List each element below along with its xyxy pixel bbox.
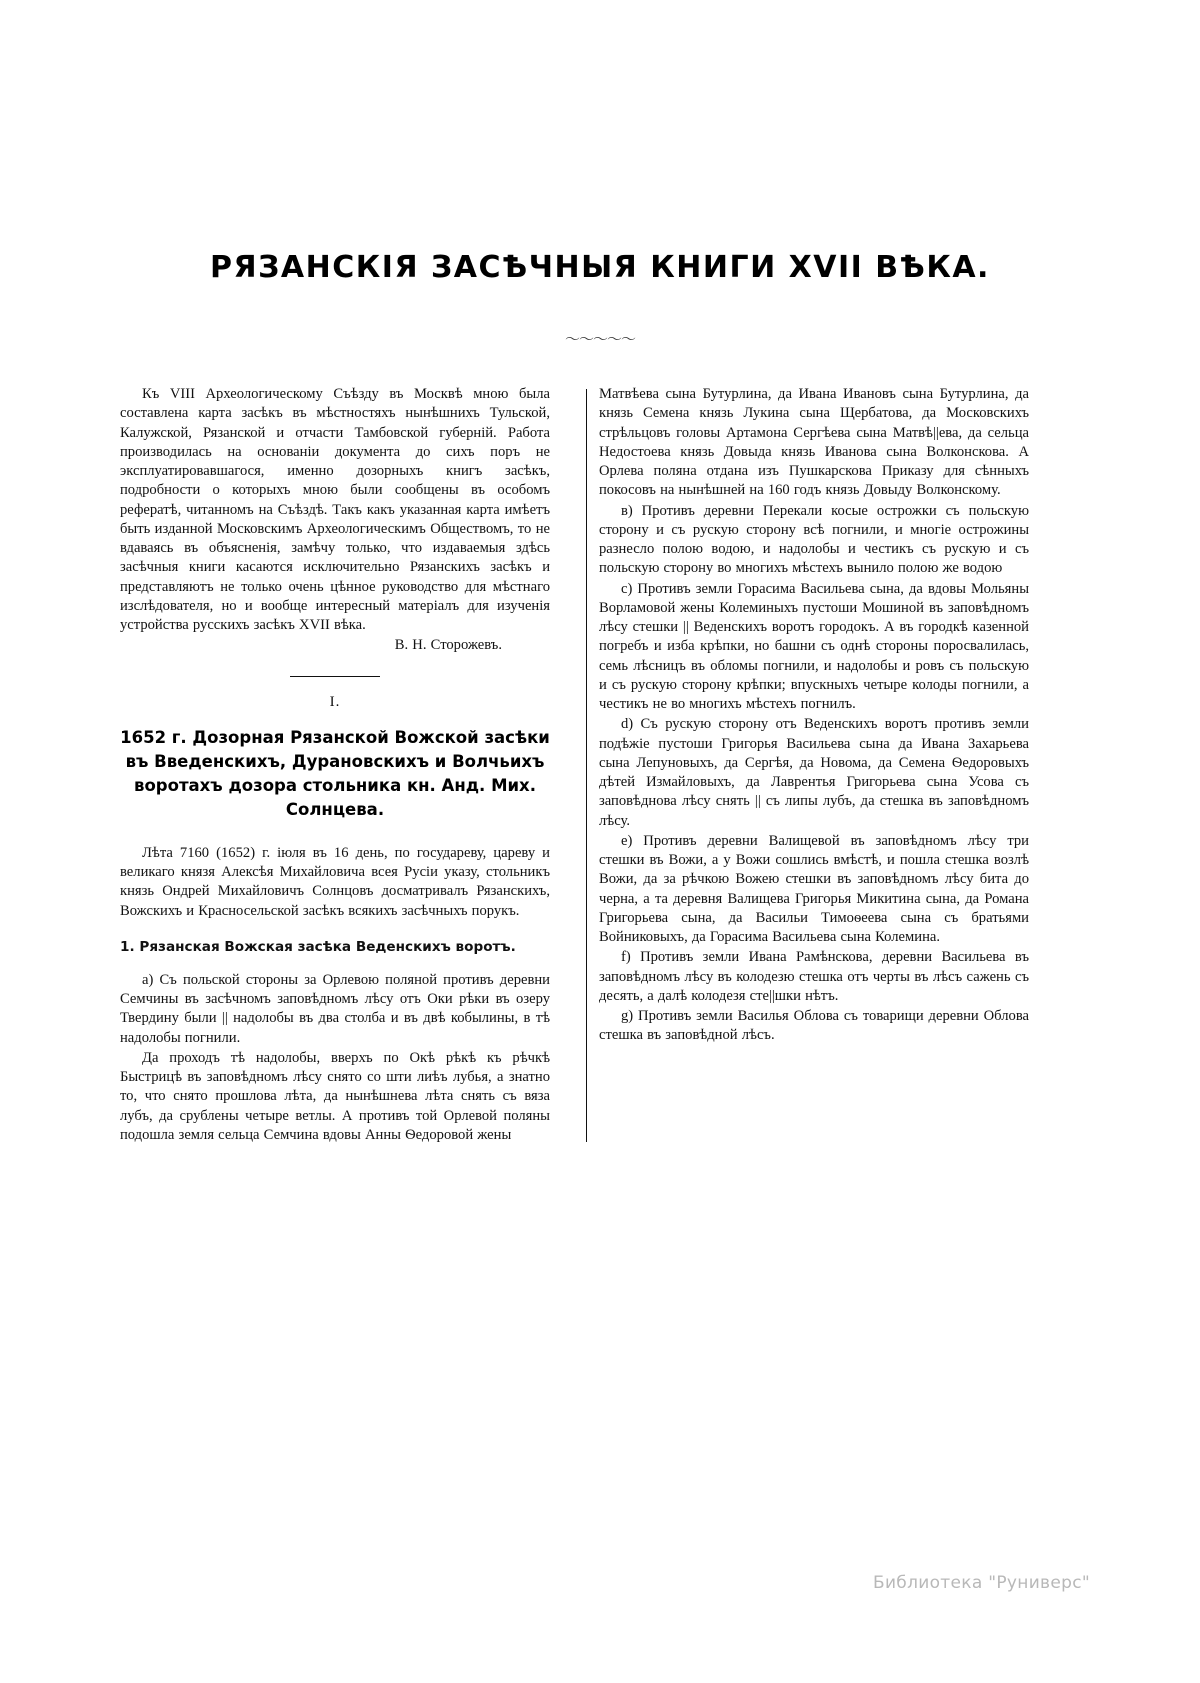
section-rule bbox=[290, 676, 380, 677]
right-item-a-cont: Матвѣева сына Бутурлина, да Ивана Ивановъ сына Бутурлина, да князь Семена князь Лукина сына Щербатова, да Московскихъ стрѣльцовъ головы Артамона Сергѣева сына Матвѣ||ева, да сельца Недостоева князь Довыда князь Иванова сына Волконскова. А Орлева поляна отдана изъ Пушкарскова Приказу для сѣнныхъ покосовъ на нынѣшней на 160 годъ князь Довыду Волконскому. bbox=[599, 386, 1029, 499]
section-heading: 1652 г. Дозорная Рязанской Вожской засѣки въ Введенскихъ, Дурановскихъ и Волчьихъ воротахъ дозора стольника кн. Анд. Мих. Солнцева. bbox=[120, 728, 550, 820]
left-item-a-cont: Да проходъ тѣ надолобы, вверхъ по Окѣ рѣкѣ къ рѣчкѣ Быстрицѣ въ заповѣдномъ лѣсу снято со шти лиѣъ лубья, а знатно то, что снято прошлова лѣта, да нынѣшнева лѣта снять съ вяза лубъ, да срублены четыре ветлы. А противъ той Орлевой поляны подошла земля сельца Семчина вдовы Анны Ѳедоровой жены bbox=[120, 1049, 550, 1143]
left-column bbox=[120, 385, 574, 1146]
column-divider bbox=[586, 389, 587, 1142]
left-item-a: а) Съ польской стороны за Орлевою поляной противъ деревни Семчины въ засѣчномъ заповѣдномъ лѣсу отъ Оки рѣки въ озеру Твердину были || надолобы въ два столба и въ двѣ кобылины, в тѣ надолобы погнили. bbox=[120, 971, 550, 1046]
author-signature: В. Н. Сторожевъ. bbox=[394, 637, 502, 654]
right-item-d: d) Съ рускую сторону отъ Веденскихъ воротъ противъ земли подѣжіе пустоши Григорья Васильева сына да Ивана Захарьева сына Лепуновыхъ, да Сергѣя, да Новома, да Семена Ѳедоровыхъ дѣтей Измайловыхъ, да Лаврентья Григорьева сына Усова съ заповѣднова лѣсу снять || съ липы лубъ, да стешка въ заповѣдномъ лѣсу. bbox=[599, 716, 1029, 829]
right-item-e: е) Противъ деревни Валищевой въ заповѣдномъ лѣсу три стешки въ Вожи, а у Вожи сошлись вмѣстѣ, и пошла стешка возлѣ Вожи, да за рѣчкою Вожею стешки въ заповѣдномъ лѣсу бита до черна, а та деревня Валищева Григорья Микитина сына, да Романа Григорьева сына, да Васильи Тимоѳеева сына съ братьями Войниковыхъ, да Горасима Васильева сына Колемина. bbox=[599, 832, 1029, 945]
section-number: I. bbox=[329, 693, 341, 710]
intro-paragraph: Къ VIII Археологическому Съѣзду въ Москвѣ мною была составлена карта засѣкъ въ мѣстностяхъ нынѣшнихъ Тульской, Калужской, Рязанской и отчасти Тамбовской губерній. Работа производилась на основаніи документа до сихъ поръ не эксплуатировавшагося, именно дозорныхъ книгъ засѣкъ, подробности о которыхъ мною были сообщены въ особомъ рефератѣ, читанномъ на Съѣздѣ. Такъ какъ указанная карта имѣетъ быть изданной Московскимъ Археологическимъ Обществомъ, то не вдаваясь въ объясненія, замѣчу только, что издаваемыя здѣсь засѣчныя книги касаются исключительно Рязанскихъ засѣкъ и представляютъ не только очень цѣнное руководство для мѣстнаго изслѣдователя, но и вообще интересный матеріалъ для изученія устройства русскихъ засѣкъ XVII вѣка. bbox=[120, 386, 550, 633]
two-column-body bbox=[120, 385, 1080, 1146]
right-item-f: f) Противъ земли Ивана Рамѣнскова, деревни Васильева въ заповѣдномъ лѣсу въ колодезю стешка отъ черты въ лѣсъ сажень съ десять, а далѣ колодезя сте||шки нѣтъ. bbox=[599, 949, 1029, 1004]
right-item-v: в) Противъ деревни Перекали косые острожки съ польскую сторону и съ рускую сторону всѣ погнили, и многіе острожины разнесло полою водою, и надолобы и честикъ съ рускую и съ польскую сторону во многихъ мѣстехъ вынило полою же водою bbox=[599, 502, 1029, 577]
library-watermark: Библиотека "Руниверс" bbox=[873, 1573, 1090, 1593]
section-subheading: 1. Рязанская Вожская засѣка Веденскихъ воротъ. bbox=[120, 938, 516, 955]
right-item-c: с) Противъ земли Горасима Васильева сына, да вдовы Мольяны Ворламовой жены Колеминыхъ пустоши Мошиной въ заповѣдномъ лѣсу стешки || Веденскихъ воротъ городокъ. А въ городкѣ казенной погребъ и изба крѣпки, но башни съ однѣ стороны поросвалилась, семь лѣсницъ въ обломы погнили, и надолобы и ровъ съ польскую и съ рускую сторону крѣпки; впускныхъ четыре колоды погнили, а честикъ не во многихъ мѣстехъ погнилъ. bbox=[599, 580, 1029, 712]
ornament-divider: 〜〜〜〜〜 bbox=[564, 330, 635, 348]
section-lead-paragraph: Лѣта 7160 (1652) г. іюля въ 16 день, по государеву, цареву и великаго князя Алексѣя Михайловича всея Русіи указу, стольникъ князь Ондрей Михайловичъ Солнцовъ досматривалъ Рязанскихъ, Вожскихъ и Красносельской засѣкъ всякихъ засѣчныхъ порукъ. bbox=[120, 844, 550, 919]
right-column bbox=[599, 385, 1029, 1146]
right-item-g: g) Противъ земли Василья Облова съ товарищи деревни Облова стешка въ заповѣдной лѣсъ. bbox=[599, 1008, 1029, 1044]
page-sheet bbox=[120, 250, 1080, 1146]
page-title: РЯЗАНСКІЯ ЗАСѢЧНЫЯ КНИГИ XVII ВѢКА. bbox=[210, 250, 990, 285]
